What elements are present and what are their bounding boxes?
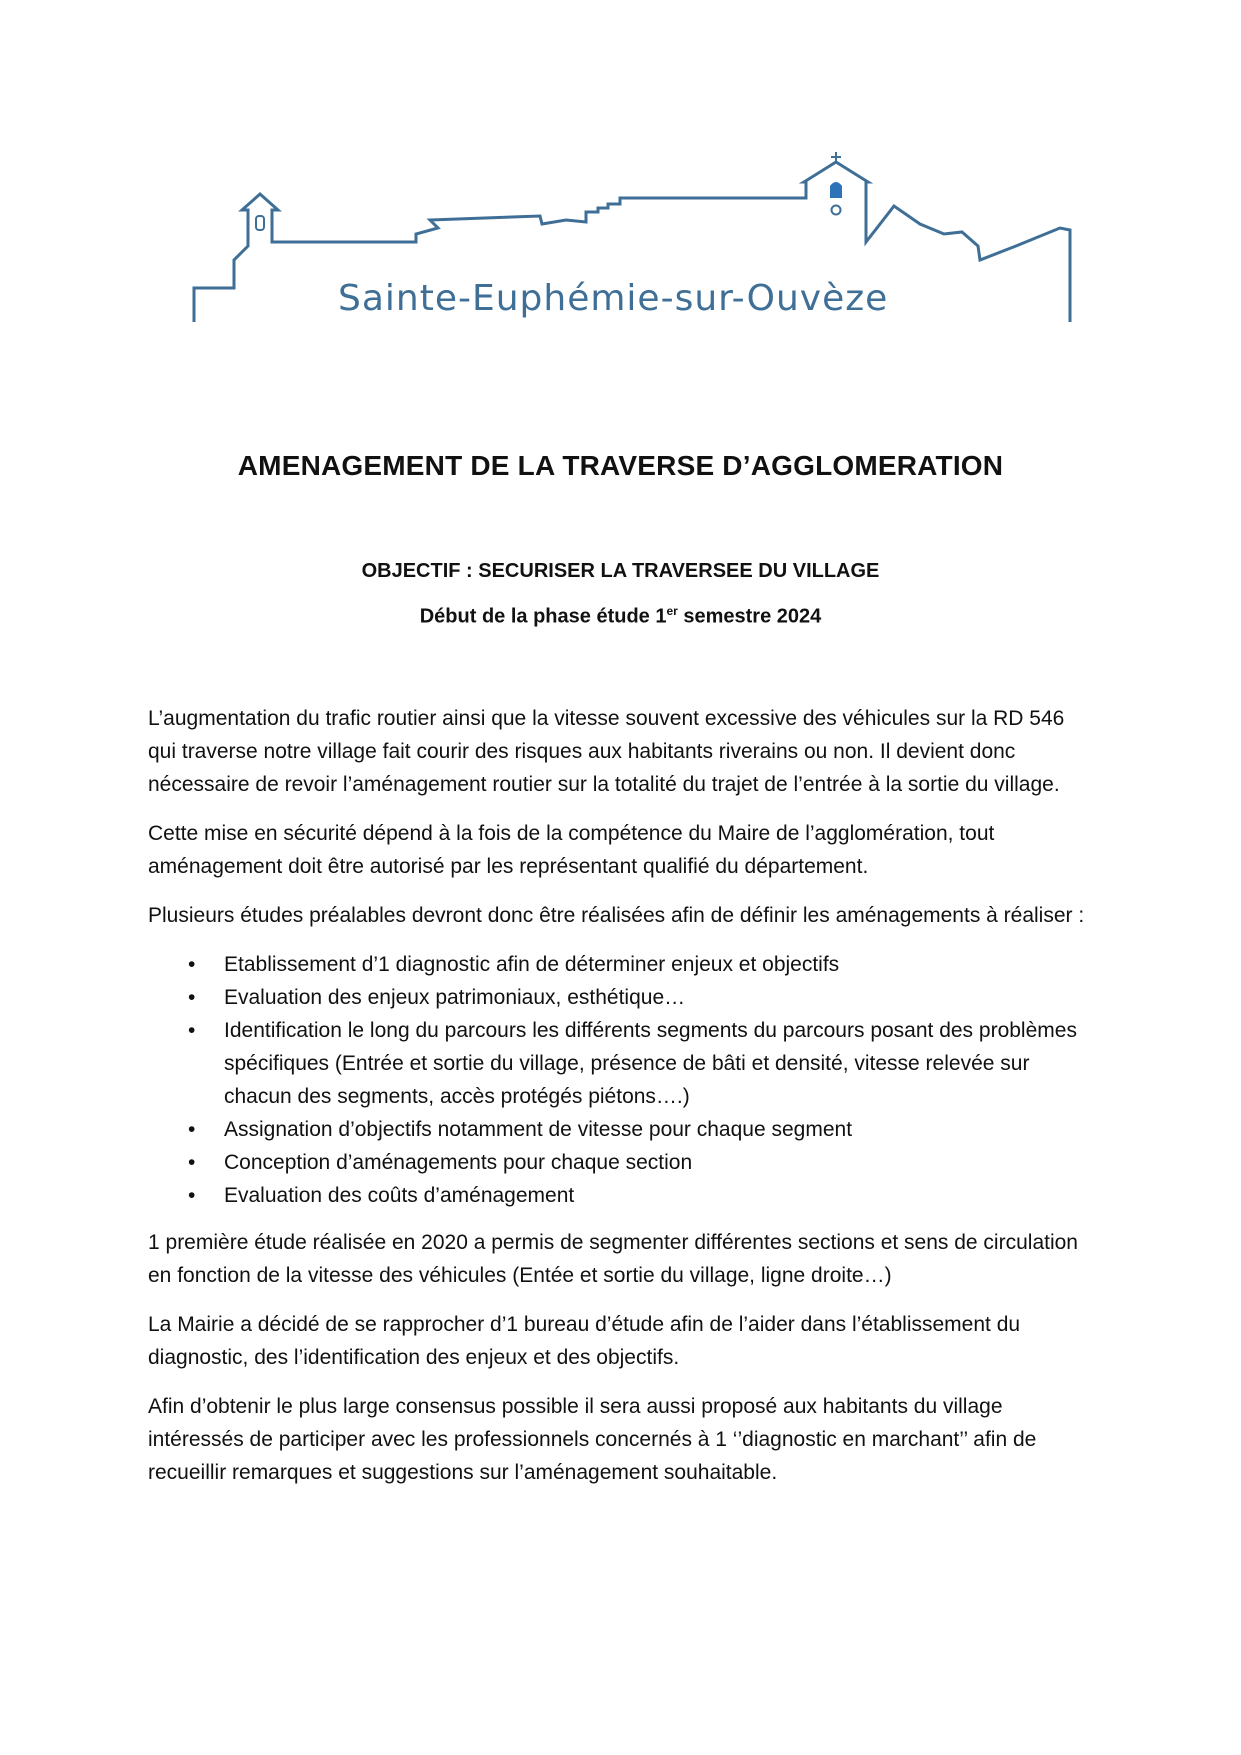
list-item: [188, 1014, 1096, 1113]
study-list: [148, 948, 1096, 1212]
list-item-text: Etablissement d’1 diagnostic afin de déterminer enjeux et objectifs: [224, 953, 840, 976]
list-item-text: Conception d’aménagements pour chaque section: [224, 1151, 693, 1174]
paragraph: L’augmentation du trafic routier ainsi que la vitesse souvent excessive des véhicules sur la RD 546 qui traverse notre village fait courir des risques aux habitants riverains ou non. Il devient donc nécessaire de revoir l’aménagement routier sur la totalité du trajet de l’entrée à la sortie du village.: [148, 707, 1065, 796]
paragraph: La Mairie a décidé de se rapprocher d’1 bureau d’étude afin de l’aider dans l’établissement du diagnostic, des l’identification des enjeux et des objectifs.: [148, 1313, 1021, 1369]
start-superscript: er: [666, 604, 678, 618]
list-item: [188, 1113, 1096, 1146]
bullet-icon: •: [188, 953, 196, 976]
objective-heading: OBJECTIF : SECURISER LA TRAVERSEE DU VILLAGE: [361, 560, 880, 582]
start-date-heading: [0, 604, 1241, 629]
paragraph: Afin d’obtenir le plus large consensus possible il sera aussi proposé aux habitants du village intéressés de participer avec les professionnels concernés à 1 ‘’diagnostic en marchant’’ afin de recueillir remarques et suggestions sur l’aménagement souhaitable.: [148, 1395, 1037, 1484]
bullet-icon: •: [188, 1118, 196, 1141]
list-item-text: Evaluation des enjeux patrimoniaux, esthétique…: [224, 986, 686, 1009]
paragraph: 1 première étude réalisée en 2020 a permis de segmenter différentes sections et sens de circulation en fonction de la vitesse des véhicules (Entée et sortie du village, ligne droite…): [148, 1231, 1078, 1287]
logo-text: Sainte-Euphémie-sur-Ouvèze: [338, 278, 889, 319]
list-item: [188, 948, 1096, 981]
paragraph: Plusieurs études préalables devront donc être réalisées afin de définir les aménagements à réaliser :: [148, 904, 1085, 927]
paragraph: Cette mise en sécurité dépend à la fois de la compétence du Maire de l’agglomération, tout aménagement doit être autorisé par les représentant qualifié du département.: [148, 822, 995, 878]
body-text: [148, 702, 1096, 1505]
bullet-icon: •: [188, 1019, 196, 1042]
bullet-icon: •: [188, 1184, 196, 1207]
list-item-text: Evaluation des coûts d’aménagement: [224, 1184, 575, 1207]
bullet-icon: •: [188, 986, 196, 1009]
village-logo: [190, 150, 1076, 330]
list-item: [188, 981, 1096, 1014]
list-item: [188, 1146, 1096, 1179]
start-text: Début de la phase étude 1: [419, 605, 667, 628]
bullet-icon: •: [188, 1151, 196, 1174]
start-text-end: semestre 2024: [677, 605, 822, 628]
page-title: AMENAGEMENT DE LA TRAVERSE D’AGGLOMERATION: [237, 450, 1004, 481]
list-item-text: Identification le long du parcours les différents segments du parcours posant des problèmes spécifiques (Entrée et sortie du village, présence de bâti et densité, vitesse relevée sur chacun des segments, accès protégés piétons….): [224, 1019, 1077, 1108]
list-item: [188, 1179, 1096, 1212]
list-item-text: Assignation d’objectifs notamment de vitesse pour chaque segment: [224, 1118, 853, 1141]
